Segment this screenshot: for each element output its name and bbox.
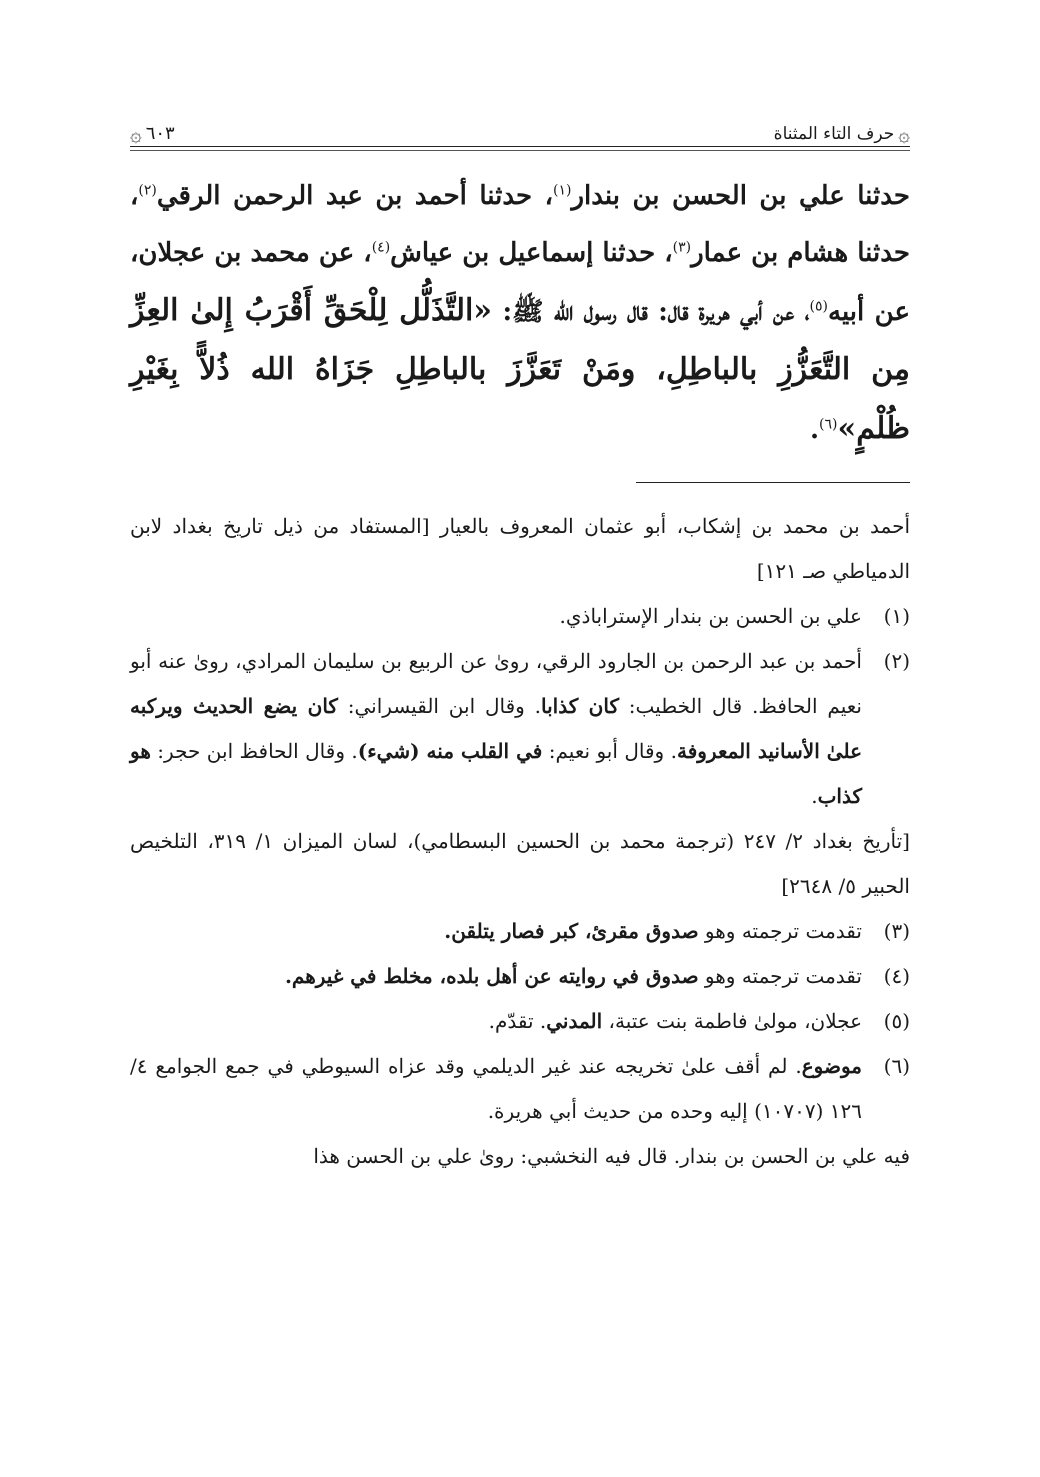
footnote-ref: (٥) [809,298,829,315]
footnote-segment: تقدمت ترجمته وهو [698,919,862,943]
footnote-separator [636,482,910,483]
ornament-left-icon: ۞ [130,122,142,146]
footnote-number: (٦) [883,1054,910,1078]
footnote-segment: . [811,784,818,808]
footnote-bold: كان يضع الحديث ويركبه علىٰ الأسانيد المعروفة [130,694,863,763]
footnote-number: (٥) [883,1009,910,1033]
chapter-title: حرف التاء المثناة [773,124,895,144]
footnote-bold: هو كذاب [130,739,862,808]
main-text [130,168,910,459]
footnote-3 [130,909,910,954]
footnote-text [130,1044,862,1134]
footnote-ref: (١) [553,182,572,199]
footnote-bold: موضوع [801,1054,862,1078]
ornament-right-icon: ۞ [898,122,910,146]
footnote-text [130,954,862,999]
footnote-segment: عجلان، مولىٰ فاطمة بنت عتبة، [602,1009,862,1033]
hadith-text: «التَّذَلُّل لِلْحَقِّ أَقْرَبُ إِلىٰ العِزِّ مِن التَّعَزُّزِ بالباطِلِ، ومَنْ تَعَزَّزَ بالباطِلِ جَزَاهُ الله ذُلاًّ بِغَيْرِ ظُلْمٍ» [130,293,910,446]
footnote-ref: (٣) [672,239,692,256]
footnote-segment: . وقال أبو نعيم: [542,739,677,763]
footnote-segment: أحمد بن عبد الرحمن بن الجارود الرقي، روىٰ عن الربيع بن سليمان المرادي، روىٰ عنه أبو نعيم الحافظ. قال الخطيب: [130,649,862,718]
footnote-5 [130,999,910,1044]
footnote-segment: . تقدّم. [488,1009,547,1033]
footnote-bold: كان كذابا [541,694,619,718]
page-number-block [130,123,175,144]
footnote-2 [130,639,910,819]
footnote-text [130,909,862,954]
footnote-ref: (٤) [371,239,391,256]
end-punct: . [809,415,819,445]
footnote-bold: صدوق في روايته عن أهل بلده، مخلط في غيرهم. [284,964,699,988]
footnote-bold: صدوق مقرئ، كبر فصار يتلقن. [444,919,699,943]
footnote-text [130,999,862,1044]
footnote-bold: في القلب منه (شيء) [357,739,543,763]
footnote-ref: (٦) [819,416,838,433]
footnote-segment: تقدمت ترجمته وهو [698,964,862,988]
footnote-text [130,639,862,819]
isnad-text: ، حدثنا هشام بن عمار [130,181,910,268]
footnote-segment: . لم أقف علىٰ تخريجه عند غير الديلمي وقد عزاه السيوطي في جمع الجوامع ٤/ ١٢٦ (١٠٧٠٧) إليه وحده من حديث أبي هريرة. [130,1054,862,1123]
isnad-paragraph [130,168,910,459]
footnote-intro: أحمد بن محمد بن إشكاب، أبو عثمان المعروف بالعيار [المستفاد من ذيل تاريخ بغداد لابن الدمياطي صـ ١٢١] [130,514,910,583]
header-rule [130,146,910,147]
footnote-2-reference: [تأريخ بغداد ٢/ ٢٤٧ (ترجمة محمد بن الحسين البسطامي)، لسان الميزان ١/ ٣١٩، التلخيص الحبير ٥/ ٢٦٤٨] [130,829,910,898]
footnote-1 [130,594,910,639]
footnote-6 [130,1044,910,1134]
footnote-continuation: فيه علي بن الحسن بن بندار. قال فيه النخشبي: روىٰ علي بن الحسن هذا [313,1144,910,1168]
isnad-text: ، عن أبي هريرة قال: قال رسول الله ﷺ: [492,297,810,327]
footnote-number: (٢) [883,649,910,673]
footnote-ref: (٢) [138,182,157,199]
footnote-bold: المدني [546,1009,603,1033]
header-rule-thin [130,150,910,151]
isnad-text: ، عن محمد بن عجلان، عن أبيه [130,238,910,327]
footnote-segment: . وقال ابن القيسراني: [337,694,542,718]
isnad-text: ، حدثنا إسماعيل بن عياش [390,238,673,268]
footnote-number: (١) [883,604,910,628]
footnote-segment: . وقال الحافظ ابن حجر: [150,739,358,763]
footnote-text: علي بن الحسن بن بندار الإستراباذي. [559,604,862,628]
footnote-number: (٣) [883,919,910,943]
running-header [130,104,910,144]
isnad-text: حدثنا علي بن الحسن بن بندار [571,181,910,211]
chapter-title-block [774,124,910,144]
page-number: ٦٠٣ [145,123,175,144]
isnad-text: ، حدثنا أحمد بن عبد الرحمن الرقي [156,181,553,211]
footnote-4 [130,954,910,999]
footnote-number: (٤) [883,964,910,988]
footnotes [130,504,910,1179]
